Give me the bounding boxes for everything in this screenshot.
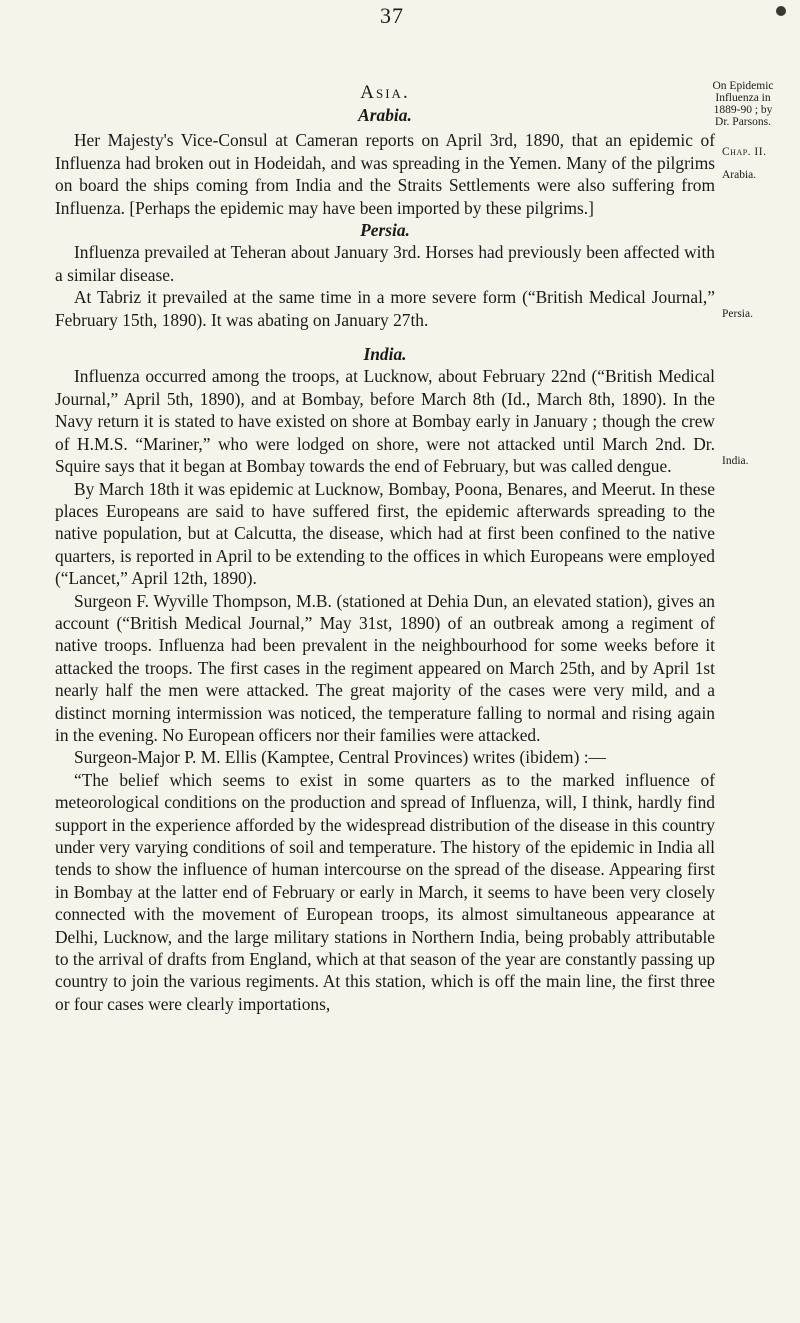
- india-paragraph-4: Surgeon-Major P. M. Ellis (Kamptee, Central Provinces) writes (ibidem) :—: [74, 747, 606, 768]
- side-note-line: Influenza in: [715, 92, 771, 104]
- persia-paragraph-2: At Tabriz it prevailed at the same time in a more severe form (“British Medical Journal,” February 15th, 1890). It was abating on January 27th.: [55, 287, 715, 330]
- india-paragraph-1: Influenza occurred among the troops, at Lucknow, about February 22nd (“British Medical Journal,” April 5th, 1890), and at Bombay, before March 8th (Id., March 8th, 1890). In the Navy return it is stated to have existed on shore at Bombay early in January ; though the crew of H.M.S. “Mariner,” who were lodged on shore, were not attacked until March 2nd. Dr. Squire says that it began at Bombay towards the end of February, but was called dengue.: [55, 366, 715, 477]
- margin-india: India.: [722, 455, 749, 467]
- margin-arabia: Arabia.: [722, 169, 757, 181]
- margin-chapter: Chap. II.: [722, 146, 767, 158]
- arabia-paragraph: Her Majesty's Vice-Consul at Cameran reports on April 3rd, 1890, that an epidemic of Influenza had broken out in Hodeidah, and was spreading in the Yemen. Many of the pilgrims on board the ships coming from India and the Straits Settlements were also suffering from Influenza. [Perhaps the epidemic may have been imported by these pilgrims.]: [55, 130, 715, 218]
- section-title: Asia.: [360, 82, 410, 103]
- ink-dot: [776, 6, 786, 16]
- side-note-line: Dr. Parsons.: [715, 116, 771, 128]
- page-number: 37: [380, 3, 404, 28]
- india-paragraph-2: By March 18th it was epidemic at Lucknow, Bombay, Poona, Benares, and Meerut. In these places Europeans are said to have suffered first, the epidemic afterwards spreading to the native population, but at Calcutta, the disease, which had at first been confined to the native quarters, is reported in April to be extending to the offices in which Europeans were employed (“Lancet,” April 12th, 1890).: [55, 478, 715, 589]
- arabia-heading: Arabia.: [358, 105, 412, 125]
- persia-paragraph-1: Influenza prevailed at Teheran about January 3rd. Horses had previously been affected with a similar disease.: [55, 242, 715, 285]
- india-paragraph-3: Surgeon F. Wyville Thompson, M.B. (stationed at Dehia Dun, an elevated station), gives an account (“British Medical Journal,” May 31st, 1890) of an outbreak among a regiment of native troops. Influenza had been prevalent in the neighbourhood for some weeks before it attacked the troops. The first cases in the regiment appeared on March 25th, and by April 1st nearly half the men were attacked. The great majority of the cases were very mild, and a distinct morning intermission was noticed, the temperature falling to normal and rising again in the evening. No European officers nor their families were attacked.: [55, 590, 715, 745]
- india-heading: India.: [363, 344, 407, 365]
- side-note-line: 1889-90 ; by: [713, 104, 773, 116]
- page-body: [55, 82, 715, 1015]
- india-quote: “The belief which seems to exist in some quarters as to the marked influence of meteorological conditions on the production and spread of Influenza, will, I think, hardly find support in the experience afforded by the widespread distribution of the disease in this country under very varying conditions of soil and temperature. The history of the epidemic in India all tends to show the influence of human intercourse on the spread of the disease. Appearing first in Bombay at the latter end of February or early in March, it seems to have been very closely connected with the movement of European troops, its almost simultaneous appearance at Delhi, Lucknow, and the large military stations in Northern India, being probably attributable to the arrival of drafts from England, which at that season of the year are constantly passing up country to join the various regiments. At this station, which is off the main line, the first three or four cases were clearly importations,: [55, 769, 715, 1014]
- margin-persia: Persia.: [722, 308, 753, 320]
- persia-heading: Persia.: [360, 220, 410, 241]
- side-note-line: On Epidemic: [712, 80, 774, 92]
